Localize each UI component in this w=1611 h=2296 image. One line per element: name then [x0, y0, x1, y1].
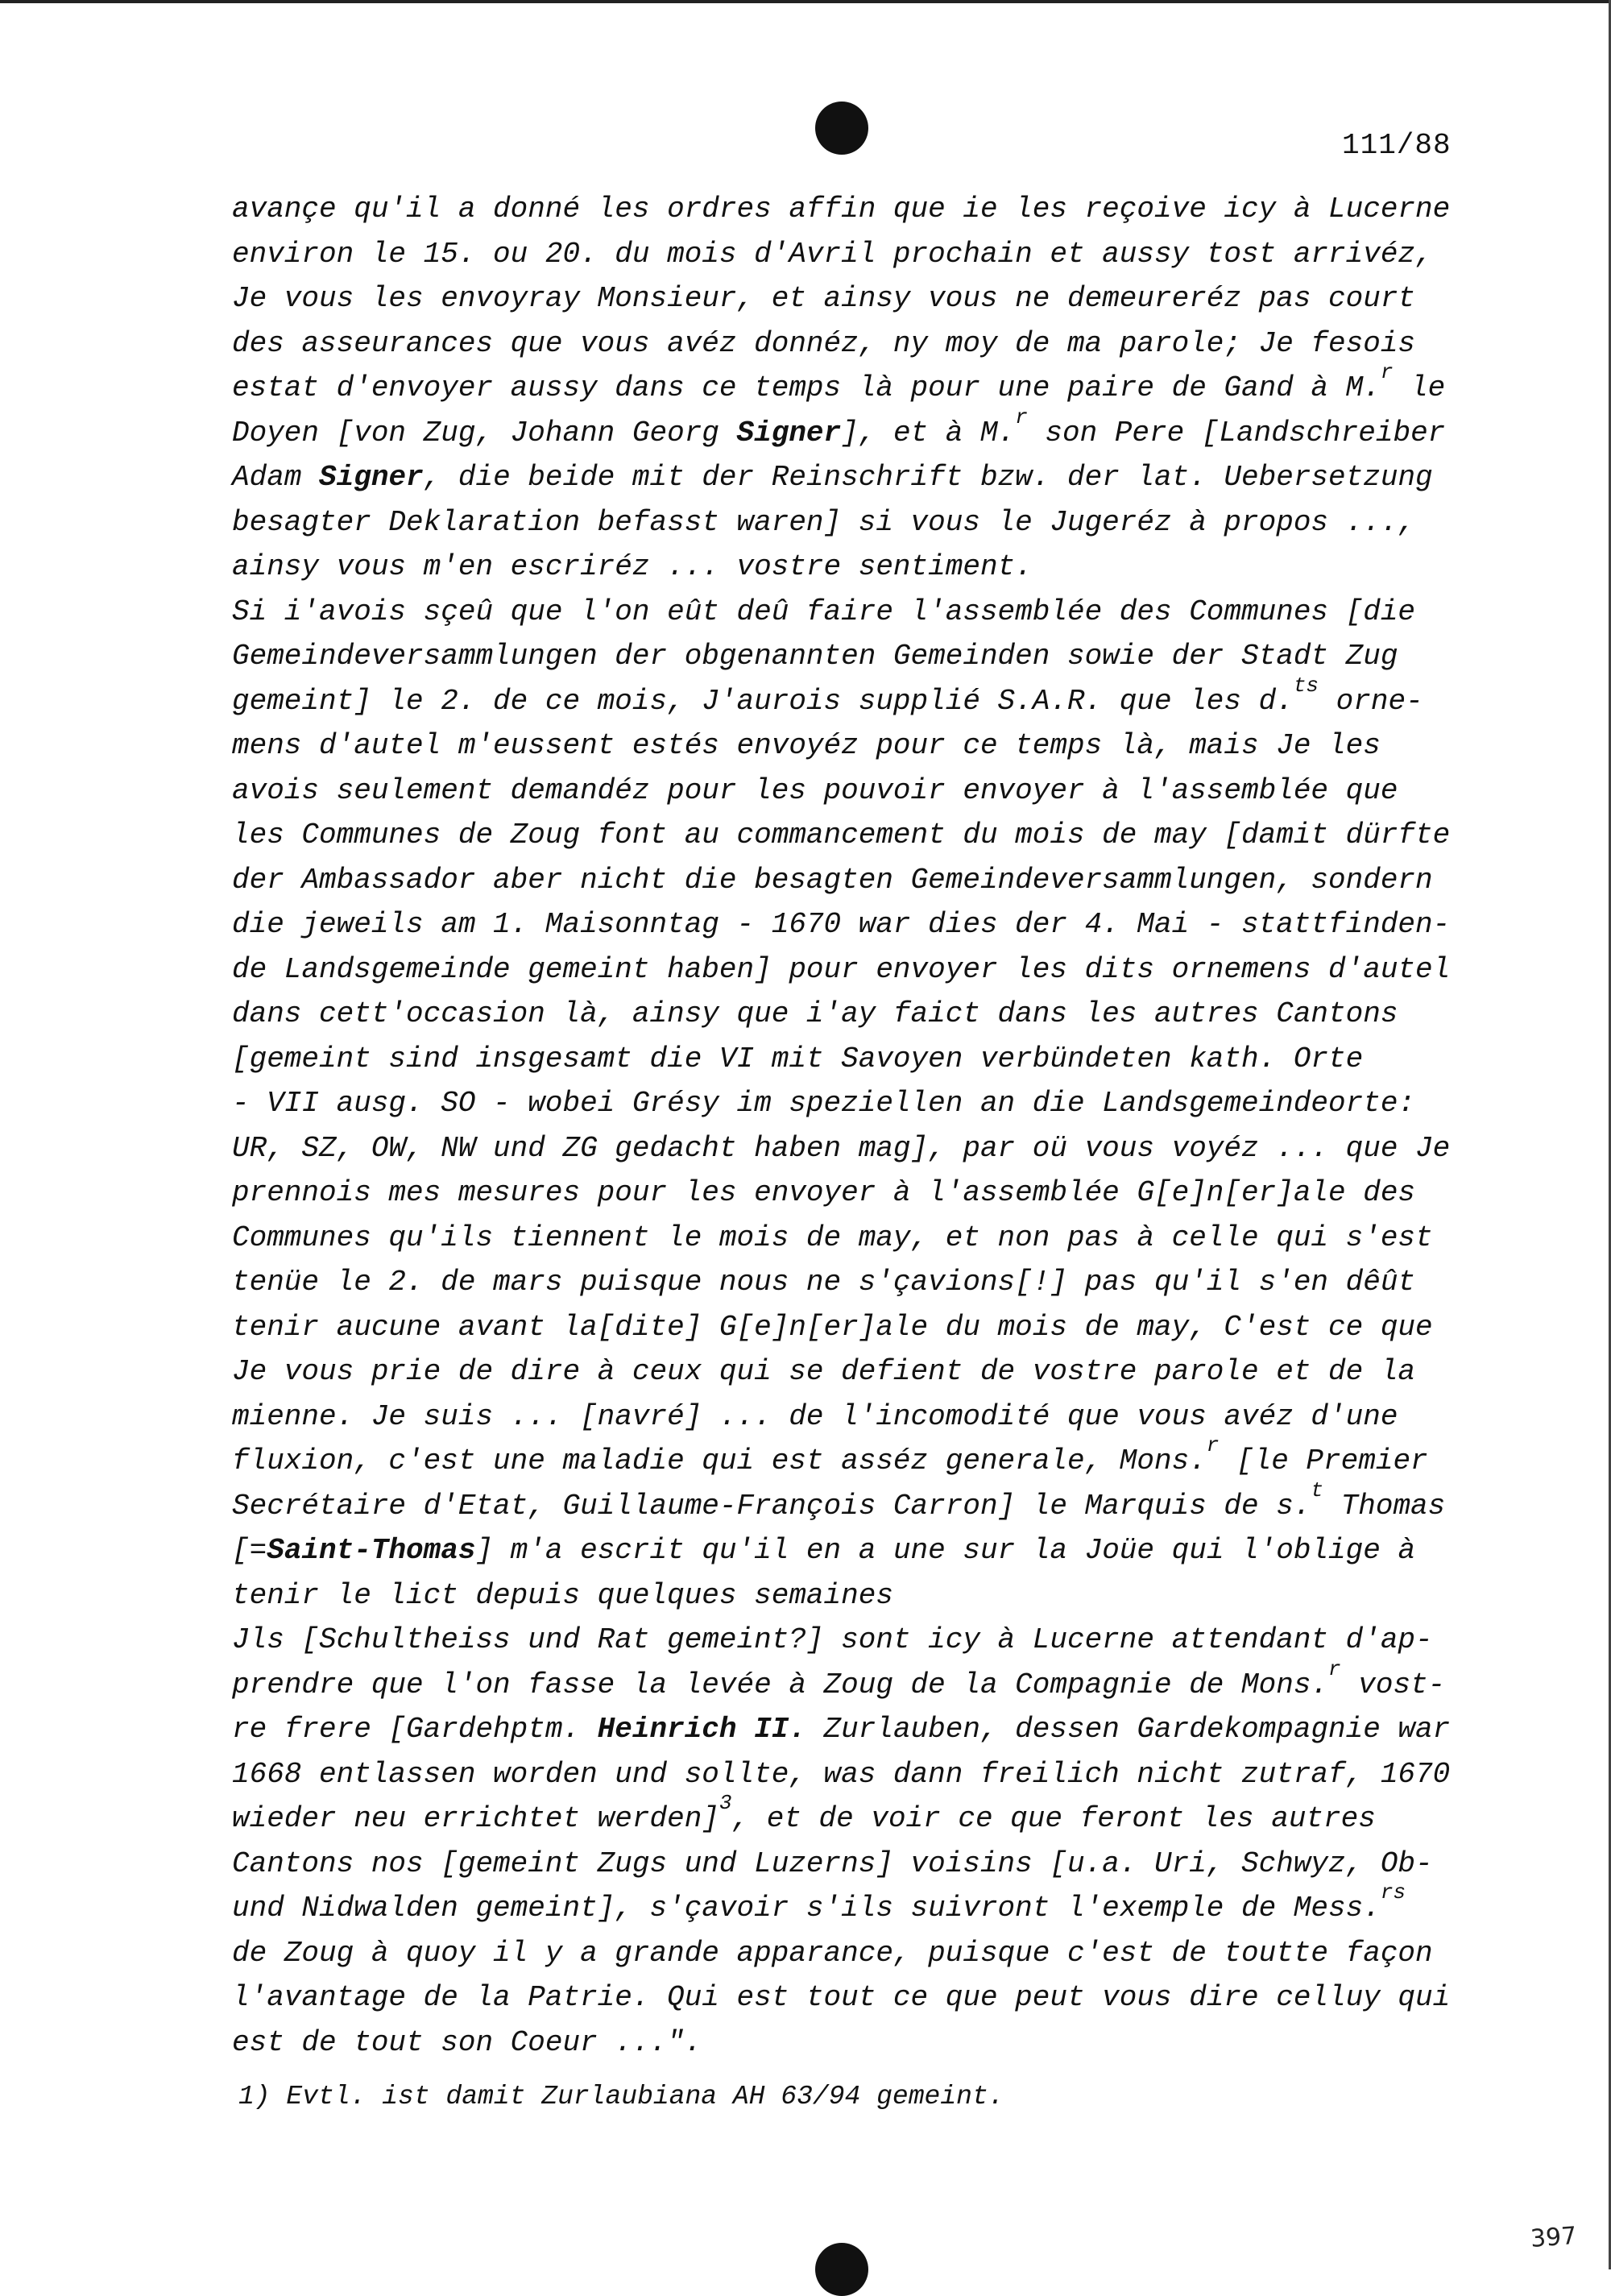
text-line: [232, 2020, 1489, 2066]
superscript: rs: [1380, 1880, 1406, 1904]
text-segment: avois seulement demandéz pour les pouvoir envoyer à l'assemblée que: [232, 773, 1398, 807]
text-segment: de Landsgemeinde gemeint haben] pour envoyer les dits ornemens d'autel: [232, 952, 1451, 986]
text-line: [232, 1618, 1489, 1663]
superscript: r: [1328, 1656, 1341, 1681]
text-line: [232, 360, 1489, 411]
text-line: [232, 276, 1489, 321]
text-segment: orne-: [1319, 684, 1423, 718]
text-segment: l'avantage de la Patrie. Qui est tout ce que peut vous dire celluy qui: [232, 1981, 1451, 2014]
text-segment: avançe qu'il a donné les ordres affin que ie les reçoive icy à Lucerne: [232, 193, 1451, 226]
text-line: [232, 1707, 1489, 1752]
text-segment: Communes qu'ils tiennent le mois de may, et non pas à celle qui s'est: [232, 1221, 1433, 1254]
text-line: [232, 1349, 1489, 1395]
text-segment: UR, SZ, OW, NW und ZG gedacht haben mag], par oü vous voyéz ... que Je: [232, 1131, 1451, 1165]
text-line: [232, 1752, 1489, 1797]
text-segment: le: [1393, 371, 1446, 404]
text-line: [232, 992, 1489, 1037]
letter-body: [232, 187, 1489, 2065]
text-segment: tenir le lict depuis quelques semaines: [232, 1578, 893, 1612]
text-segment: vost-: [1340, 1668, 1446, 1701]
text-line: [232, 947, 1489, 993]
text-segment: Thomas: [1323, 1489, 1446, 1523]
text-line: [232, 1126, 1489, 1171]
text-line: [232, 813, 1489, 858]
text-line: [232, 1573, 1489, 1618]
punch-hole-bottom: [815, 2243, 868, 2296]
text-line: [232, 1880, 1489, 1931]
text-segment: Doyen [von Zug, Johann Georg: [232, 416, 737, 450]
text-line: [232, 1037, 1489, 1082]
text-line: [232, 455, 1489, 500]
text-segment: 1668 entlassen worden und sollte, was dann freilich nicht zutraf, 1670: [232, 1757, 1451, 1791]
text-segment: prennois mes mesures pour les envoyer à l'assemblée G[e]n[er]ale des: [232, 1176, 1416, 1209]
text-segment: est de tout son Coeur ...".: [232, 2025, 702, 2059]
text-line: [232, 1216, 1489, 1261]
text-segment: ] m'a escrit qu'il en a une sur la Joüe qui l'oblige à: [475, 1534, 1416, 1567]
text-segment: besagter Deklaration befasst waren] si vous le Jugeréz à propos ...,: [232, 505, 1416, 539]
text-segment: dans cett'occasion là, ainsy que i'ay faict dans les autres Cantons: [232, 997, 1398, 1030]
text-line: [232, 1528, 1489, 1573]
superscript: 3: [719, 1791, 732, 1815]
text-line: [232, 1395, 1489, 1440]
text-segment: Zurlauben, dessen Gardekompagnie war: [806, 1713, 1451, 1746]
bold-name: Signer: [319, 461, 424, 494]
text-segment: Je vous les envoyray Monsieur, et ainsy vous ne demeureréz pas court: [232, 282, 1416, 315]
text-segment: re frere [Gardehptm.: [232, 1713, 598, 1746]
text-segment: ], et à M.: [841, 416, 1016, 450]
text-line: [232, 1433, 1489, 1484]
text-line: [232, 404, 1489, 456]
text-segment: environ le 15. ou 20. du mois d'Avril prochain et aussy tost arrivéz,: [232, 237, 1433, 271]
text-line: [232, 545, 1489, 590]
text-segment: Cantons nos [gemeint Zugs und Luzerns] voisins [u.a. Uri, Schwyz, Ob-: [232, 1846, 1433, 1880]
text-line: [232, 321, 1489, 367]
text-line: [232, 1305, 1489, 1350]
text-segment: Gemeindeversammlungen der obgenannten Gemeinden sowie der Stadt Zug: [232, 640, 1398, 673]
text-line: [232, 769, 1489, 814]
text-line: [232, 1260, 1489, 1305]
text-segment: - VII ausg. SO - wobei Grésy im speziellen an die Landsgemeindeorte:: [232, 1087, 1416, 1120]
text-segment: die jeweils am 1. Maisonntag - 1670 war dies der 4. Mai - stattfinden-: [232, 908, 1451, 941]
text-segment: , et de voir ce que feront les autres: [731, 1802, 1376, 1835]
scan-edge-top: [0, 0, 1611, 3]
superscript: r: [1380, 360, 1394, 384]
handwritten-page-stamp: 397: [1529, 2222, 1578, 2253]
text-segment: [gemeint sind insgesamt die VI mit Savoyen verbündeten kath. Orte: [232, 1042, 1364, 1075]
text-line: [232, 723, 1489, 769]
superscript: r: [1206, 1433, 1220, 1457]
text-line: [232, 187, 1489, 232]
text-segment: [le Premier: [1219, 1444, 1428, 1477]
text-line: [232, 1477, 1489, 1529]
text-segment: de Zoug à quoy il y a grande apparance, puisque c'est de toutte façon: [232, 1936, 1433, 1970]
text-segment: fluxion, c'est une maladie qui est asséz generale, Mons.: [232, 1444, 1207, 1477]
text-segment: der Ambassador aber nicht die besagten Gemeindeversammlungen, sondern: [232, 863, 1433, 897]
page-number: 111/88: [1342, 129, 1452, 162]
text-segment: son Pere [Landschreiber: [1027, 416, 1446, 450]
text-line: [232, 1931, 1489, 1976]
text-segment: des asseurances que vous avéz donnéz, ny moy de ma parole; Je fesois: [232, 326, 1416, 360]
bold-name: Signer: [736, 416, 842, 450]
text-segment: , die beide mit der Reinschrift bzw. der lat. Uebersetzung: [423, 461, 1433, 494]
text-line: [232, 1842, 1489, 1887]
text-line: [232, 902, 1489, 947]
footnote: 1) Evtl. ist damit Zurlaubiana AH 63/94 gemeint.: [238, 2082, 1004, 2112]
text-line: [232, 1791, 1489, 1842]
text-segment: ainsy vous m'en escriréz ... vostre sentiment.: [232, 550, 1033, 583]
punch-hole-top: [815, 102, 868, 155]
text-segment: gemeint] le 2. de ce mois, J'aurois supplié S.A.R. que les d.: [232, 684, 1294, 718]
superscript: r: [1015, 404, 1028, 429]
text-line: [232, 634, 1489, 679]
superscript: t: [1311, 1477, 1324, 1502]
text-segment: und Nidwalden gemeint], s'çavoir s'ils suivront l'exemple de Mess.: [232, 1892, 1381, 1925]
text-segment: Si i'avois sçeû que l'on eût deû faire l'assemblée des Communes [die: [232, 595, 1416, 628]
text-line: [232, 1171, 1489, 1216]
text-segment: [=: [232, 1534, 267, 1567]
text-segment: Secrétaire d'Etat, Guillaume-François Carron] le Marquis de s.: [232, 1489, 1311, 1523]
text-segment: tenüe le 2. de mars puisque nous ne s'çavions[!] pas qu'il s'en dêût: [232, 1266, 1416, 1299]
bold-name: Heinrich II.: [597, 1713, 806, 1746]
text-segment: prendre que l'on fasse la levée à Zoug de la Compagnie de Mons.: [232, 1668, 1329, 1701]
text-line: [232, 232, 1489, 277]
text-line: [232, 1975, 1489, 2020]
text-line: [232, 1081, 1489, 1126]
text-segment: estat d'envoyer aussy dans ce temps là pour une paire de Gand à M.: [232, 371, 1381, 404]
text-line: [232, 500, 1489, 545]
text-segment: les Communes de Zoug font au commancement du mois de may [damit dürfte: [232, 819, 1451, 852]
text-segment: mienne. Je suis ... [navré] ... de l'incomodité que vous avéz d'une: [232, 1399, 1398, 1433]
text-line: [232, 1656, 1489, 1708]
superscript: ts: [1293, 673, 1319, 698]
text-segment: Adam: [232, 461, 320, 494]
text-segment: wieder neu errichtet werden]: [232, 1802, 719, 1835]
text-line: [232, 858, 1489, 903]
text-segment: Jls [Schultheiss und Rat gemeint?] sont icy à Lucerne attendant d'ap-: [232, 1623, 1433, 1656]
text-segment: Je vous prie de dire à ceux qui se defient de vostre parole et de la: [232, 1355, 1416, 1388]
text-line: [232, 673, 1489, 724]
text-segment: mens d'autel m'eussent estés envoyéz pour ce temps là, mais Je les: [232, 729, 1381, 762]
bold-name: Saint-Thomas: [267, 1534, 476, 1567]
text-line: [232, 590, 1489, 635]
text-segment: tenir aucune avant la[dite] G[e]n[er]ale du mois de may, C'est ce que: [232, 1310, 1433, 1344]
